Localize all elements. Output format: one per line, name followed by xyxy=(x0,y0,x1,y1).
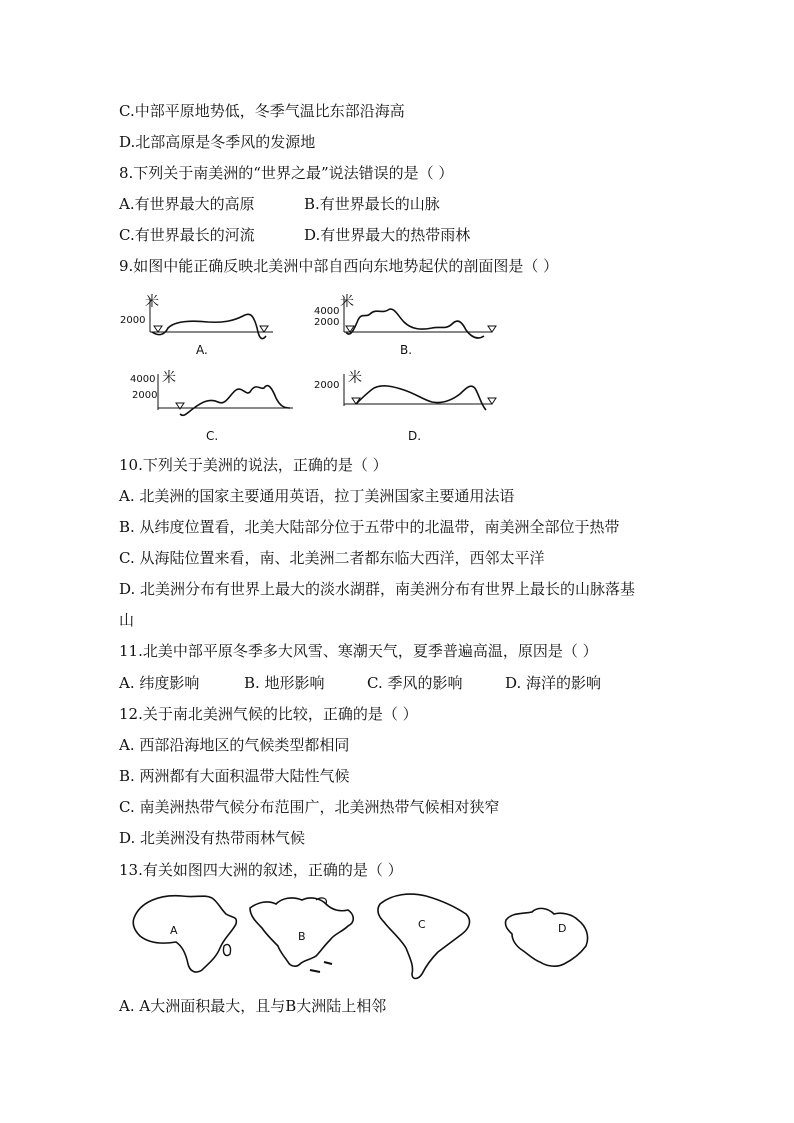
continent-africa-outline xyxy=(133,896,236,972)
caribbean-island-2 xyxy=(324,962,332,964)
profile-d-caption: D. xyxy=(408,429,422,443)
q8-option-d: D.有世界最大的热带雨林 xyxy=(304,226,471,244)
profile-c-caption: C. xyxy=(206,429,219,443)
profile-c-unit: 米 xyxy=(162,370,176,386)
profile-chart-d xyxy=(312,368,502,446)
profile-c-tick-2000: 2000 xyxy=(132,390,158,401)
profile-a-tick-2000: 2000 xyxy=(120,315,146,326)
q12-option-c: C. 南美洲热带气候分布范围广，北美洲热带气候相对狭窄 xyxy=(119,798,500,816)
profile-chart-b xyxy=(312,292,502,364)
profile-d-terrain xyxy=(356,386,486,410)
profile-b-caption: B. xyxy=(400,343,413,357)
q10-option-d: D. 北美洲分布有世界上最大的淡水湖群，南美洲分布有世界上最长的山脉落基 xyxy=(119,580,636,598)
profile-b-sea-marker-east xyxy=(488,326,496,332)
q11-option-a: A. 纬度影响 xyxy=(119,674,200,692)
profile-d-unit: 米 xyxy=(348,370,362,386)
profile-a-sea-marker-west xyxy=(154,326,162,332)
q11-options-row xyxy=(119,673,601,693)
q10-option-d-cont: 山 xyxy=(119,611,135,629)
continent-label-a: A xyxy=(170,924,178,937)
q8-option-a: A.有世界最大的高原 xyxy=(119,195,255,213)
profile-a-terrain xyxy=(152,314,266,338)
q12-option-a: A. 西部沿海地区的气候类型都相同 xyxy=(119,736,350,754)
q8-option-c: C.有世界最长的河流 xyxy=(119,226,255,244)
q10-option-a: A. 北美洲的国家主要通用英语，拉丁美洲国家主要通用法语 xyxy=(119,487,515,505)
profile-c-terrain xyxy=(180,386,290,416)
q9-stem: 9.如图中能正确反映北美洲中部自西向东地势起伏的剖面图是（ ） xyxy=(119,257,559,275)
continent-label-d: D xyxy=(558,922,567,935)
q11-stem: 11.北美中部平原冬季多大风雪、寒潮天气，夏季普遍高温，原因是（ ） xyxy=(119,642,598,660)
profile-b-tick-4000: 4000 xyxy=(314,306,340,317)
q10-option-b: B. 从纬度位置看，北美大陆部分位于五带中的北温带，南美洲全部位于热带 xyxy=(119,518,620,536)
q12-option-d: D. 北美洲没有热带雨林气候 xyxy=(119,829,306,847)
q12-stem: 12.关于南北美洲气候的比较，正确的是（ ） xyxy=(119,705,418,723)
continent-label-c: C xyxy=(418,918,426,931)
q8-stem: 8.下列关于南美洲的“世界之最”说法错误的是（ ） xyxy=(119,164,454,182)
q12-option-b: B. 两洲都有大面积温带大陆性气候 xyxy=(119,767,350,785)
caribbean-island xyxy=(310,970,320,972)
continent-south-america-outline xyxy=(378,894,470,978)
q7-option-c: C.中部平原地势低，冬季气温比东部沿海高 xyxy=(119,102,405,120)
q11-option-d: D. 海洋的影响 xyxy=(505,674,602,692)
continent-label-b: B xyxy=(298,930,306,943)
profile-d-tick-2000: 2000 xyxy=(314,380,340,391)
profile-b-terrain xyxy=(346,309,484,338)
q13-option-a: A. A大洲面积最大，且与B大洲陆上相邻 xyxy=(119,997,387,1015)
q10-stem: 10.下列关于美洲的说法，正确的是（ ） xyxy=(119,456,388,474)
profile-a-caption: A. xyxy=(196,343,208,357)
profile-chart-c xyxy=(118,368,298,446)
q8-option-b: B.有世界最长的山脉 xyxy=(304,195,440,213)
q7-option-d: D.北部高原是冬季风的发源地 xyxy=(119,133,316,151)
q11-option-b: B. 地形影响 xyxy=(244,674,325,692)
q10-option-c: C. 从海陆位置来看，南、北美洲二者都东临大西洋，西邻太平洋 xyxy=(119,549,545,567)
profile-b-tick-2000: 2000 xyxy=(314,317,340,328)
q8-options-row1 xyxy=(119,194,440,214)
continent-antarctica-outline xyxy=(505,908,587,966)
continents-figure xyxy=(120,888,620,983)
q11-option-c: C. 季风的影响 xyxy=(367,674,463,692)
profile-a-sea-marker-east xyxy=(260,326,268,332)
profile-a-unit: 米 xyxy=(145,294,159,310)
q13-stem: 13.有关如图四大洲的叙述，正确的是（ ） xyxy=(119,861,403,879)
profile-chart-a xyxy=(118,292,288,364)
profile-d-sea-marker-east xyxy=(488,398,496,404)
profile-c-tick-4000: 4000 xyxy=(130,374,156,385)
q8-options-row2 xyxy=(119,225,470,245)
profile-b-unit: 米 xyxy=(340,294,354,310)
madagascar-outline xyxy=(223,944,230,955)
